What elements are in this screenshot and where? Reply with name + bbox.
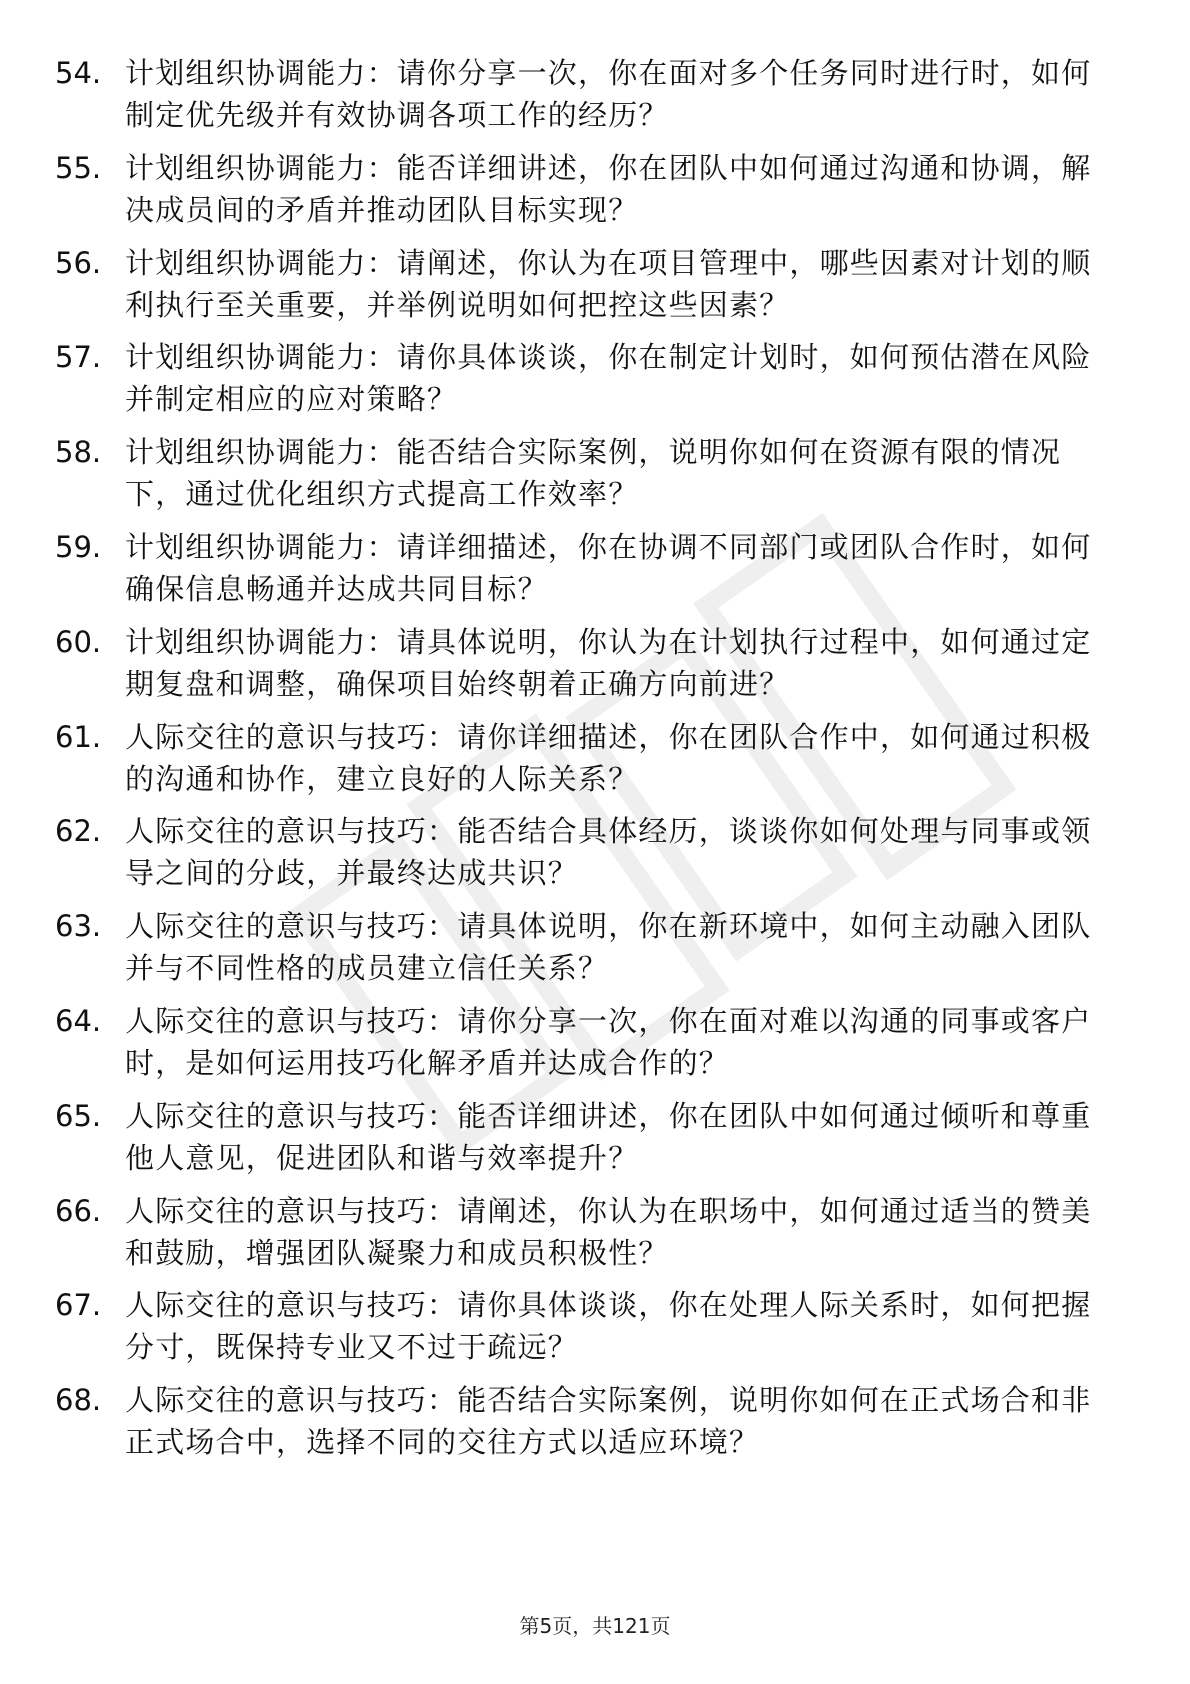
- question-text: 计划组织协调能力：请具体说明，你认为在计划执行过程中，如何通过定期复盘和调整，确保项目始终朝着正确方向前进？: [125, 624, 1092, 701]
- question-number: 62.: [55, 814, 102, 849]
- list-item: [0, 336, 1190, 431]
- list-item: [0, 1284, 1190, 1379]
- question-text: 计划组织协调能力：能否详细讲述，你在团队中如何通过沟通和协调，解决成员间的矛盾并推动团队目标实现？: [125, 150, 1092, 227]
- list-item: [0, 52, 1190, 147]
- question-text: 人际交往的意识与技巧：请你详细描述，你在团队合作中，如何通过积极的沟通和协作，建立良好的人际关系？: [125, 719, 1092, 796]
- list-item: [0, 621, 1190, 716]
- question-number: 67.: [55, 1288, 102, 1323]
- question-number: 65.: [55, 1098, 102, 1133]
- list-item: [0, 1000, 1190, 1095]
- question-list: [0, 52, 1190, 1474]
- question-number: 56.: [55, 245, 102, 280]
- list-item: [0, 716, 1190, 811]
- question-number: 54.: [55, 56, 102, 90]
- question-text: 人际交往的意识与技巧：能否详细讲述，你在团队中如何通过倾听和尊重他人意见，促进团队和谐与效率提升？: [125, 1098, 1092, 1175]
- question-number: 58.: [55, 435, 102, 470]
- list-item: [0, 431, 1190, 526]
- question-text: 人际交往的意识与技巧：能否结合具体经历，谈谈你如何处理与同事或领导之间的分歧，并最终达成共识？: [125, 814, 1092, 891]
- question-number: 63.: [55, 909, 102, 944]
- list-item: [0, 242, 1190, 337]
- question-number: 64.: [55, 1003, 102, 1038]
- list-item: [0, 1379, 1190, 1474]
- question-text: 人际交往的意识与技巧：请具体说明，你在新环境中，如何主动融入团队并与不同性格的成员建立信任关系？: [125, 909, 1092, 986]
- list-item: [0, 1190, 1190, 1285]
- question-text: 计划组织协调能力：能否结合实际案例，说明你如何在资源有限的情况下，通过优化组织方式提高工作效率？: [125, 435, 1062, 512]
- list-item: [0, 810, 1190, 905]
- list-item: [0, 526, 1190, 621]
- question-number: 57.: [55, 340, 102, 375]
- question-text: 计划组织协调能力：请你分享一次，你在面对多个任务同时进行时，如何制定优先级并有效协调各项工作的经历？: [125, 56, 1092, 132]
- question-number: 59.: [55, 529, 102, 564]
- question-text: 计划组织协调能力：请详细描述，你在协调不同部门或团队合作时，如何确保信息畅通并达成共同目标？: [125, 529, 1092, 606]
- question-number: 61.: [55, 719, 102, 754]
- question-text: 人际交往的意识与技巧：请你具体谈谈，你在处理人际关系时，如何把握分寸，既保持专业又不过于疏远？: [125, 1288, 1092, 1365]
- list-item: [0, 905, 1190, 1000]
- question-text: 人际交往的意识与技巧：能否结合实际案例，说明你如何在正式场合和非正式场合中，选择不同的交往方式以适应环境？: [125, 1383, 1092, 1460]
- question-number: 55.: [55, 150, 102, 185]
- question-number: 66.: [55, 1193, 102, 1228]
- question-text: 人际交往的意识与技巧：请阐述，你认为在职场中，如何通过适当的赞美和鼓励，增强团队凝聚力和成员积极性？: [125, 1193, 1092, 1270]
- page-footer: 第5页，共121页: [519, 1614, 671, 1638]
- list-item: [0, 147, 1190, 242]
- question-text: 人际交往的意识与技巧：请你分享一次，你在面对难以沟通的同事或客户时，是如何运用技巧化解矛盾并达成合作的？: [125, 1003, 1092, 1080]
- list-item: [0, 1095, 1190, 1190]
- question-number: 60.: [55, 624, 102, 659]
- question-number: 68.: [55, 1383, 102, 1418]
- question-text: 计划组织协调能力：请阐述，你认为在项目管理中，哪些因素对计划的顺利执行至关重要，并举例说明如何把控这些因素？: [125, 245, 1092, 322]
- question-text: 计划组织协调能力：请你具体谈谈，你在制定计划时，如何预估潜在风险并制定相应的应对策略？: [125, 340, 1092, 417]
